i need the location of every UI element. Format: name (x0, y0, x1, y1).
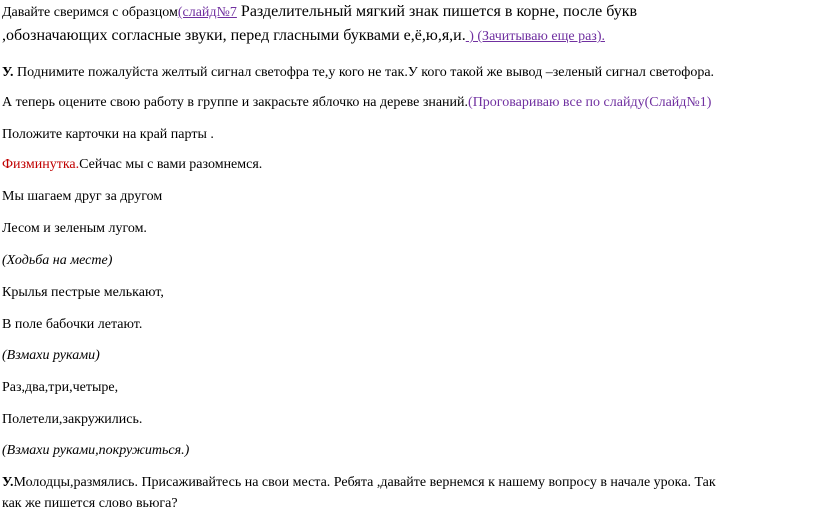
paragraph-conclusion (2, 474, 716, 492)
fizminutka-text: Сейчас мы с вами разомнемся. (79, 157, 263, 172)
intro-rule-text: Разделительный мягкий знак пишется в корне, после букв (236, 3, 638, 20)
intro-rule-line2: ,обозначающих согласные звуки, перед гласными буквами е,ё,ю,я,и. (2, 27, 466, 44)
poem-line: Полетели,закружились. (2, 412, 143, 427)
slide-1-note: (Проговариваю все по слайду(Слайд№1) (468, 95, 712, 110)
paragraph-intro (2, 3, 637, 22)
poem-line: Крылья пестрые мелькают, (2, 285, 164, 300)
intro-lead: Давайте сверимся с образцом (2, 5, 178, 20)
poem-stage-direction: (Взмахи руками,покружиться.) (2, 443, 190, 458)
teacher-signal-text: Поднимите пожалуйста желтый сигнал светофра те,у кого не так.У кого такой же вывод –зеленый сигнал светофора. (13, 65, 715, 80)
paragraph-fizminutka (2, 156, 262, 174)
poem-stage-direction: (Взмахи руками) (2, 348, 100, 363)
teacher-label: У. (2, 475, 14, 490)
paragraph-cards: Положите карточки на край парты . (2, 127, 214, 142)
paragraph-teacher-signal (2, 64, 714, 82)
poem-line: Раз,два,три,четыре, (2, 380, 119, 395)
conclusion-line1: Молодцы,размялись. Присаживайтесь на свои места. Ребята ,давайте вернемся к нашему вопросу в начале урока. Так (13, 475, 716, 490)
paragraph-intro-line2 (2, 27, 605, 46)
paragraph-self-assessment (2, 94, 711, 112)
self-assessment-text: А теперь оцените свою работу в группе и закрасьте яблочко на дереве знаний. (2, 95, 469, 110)
slide-7-link[interactable]: (слайд№7 (177, 5, 237, 20)
poem-stage-direction: (Ходьба на месте) (2, 253, 113, 268)
poem-line: В поле бабочки летают. (2, 317, 143, 332)
reread-link[interactable]: ) (Зачитываю еще раз). (465, 29, 605, 44)
poem-line: Мы шагаем друг за другом (2, 189, 163, 204)
conclusion-line2: как же пишется слово вьюга? (2, 496, 178, 511)
teacher-label: У. (2, 65, 14, 80)
poem-line: Лесом и зеленым лугом. (2, 221, 147, 236)
fizminutka-label: Физминутка. (2, 157, 80, 172)
